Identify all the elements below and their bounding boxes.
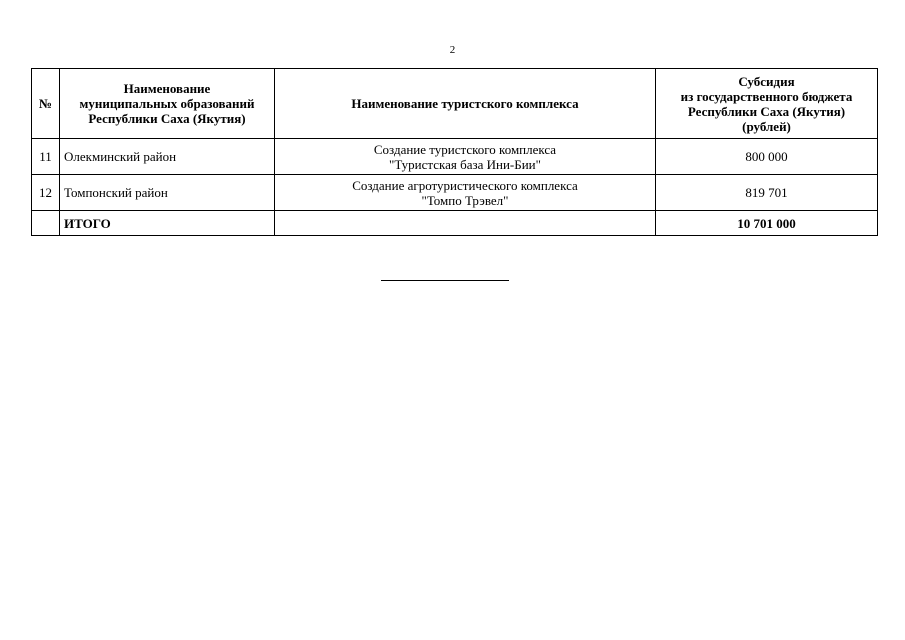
header-complex: Наименование туристского комплекса — [275, 69, 656, 139]
total-amount: 10 701 000 — [656, 211, 878, 236]
end-divider-line — [381, 280, 509, 281]
row-complex-line: "Туристская база Ини-Бии" — [389, 156, 541, 172]
header-subsidy-line: Субсидия — [738, 73, 795, 89]
row-municipality: Олекминский район — [60, 139, 275, 175]
total-complex-cell — [275, 211, 656, 236]
total-label: ИТОГО — [60, 211, 275, 236]
header-municipality — [60, 69, 275, 139]
total-row — [32, 211, 878, 236]
subsidy-table — [31, 68, 878, 236]
page-number: 2 — [449, 44, 456, 56]
table-row — [32, 175, 878, 211]
header-subsidy-line: (рублей) — [742, 118, 791, 134]
row-amount: 819 701 — [656, 175, 878, 211]
header-municipality-line: Наименование — [123, 81, 211, 96]
table-row — [32, 139, 878, 175]
row-complex — [275, 175, 656, 211]
header-municipality-line: муниципальных образований — [79, 96, 255, 111]
row-municipality: Томпонский район — [60, 175, 275, 211]
header-subsidy-line: из государственного бюджета — [680, 88, 853, 104]
row-number: 11 — [32, 139, 60, 175]
header-subsidy-line: Республики Саха (Якутия) — [687, 103, 846, 119]
row-complex-line: "Томпо Трэвел" — [421, 192, 509, 208]
row-amount: 800 000 — [656, 139, 878, 175]
row-complex-line: Создание агротуристического комплекса — [352, 177, 578, 193]
table-header-row — [32, 69, 878, 139]
row-number: 12 — [32, 175, 60, 211]
row-complex-line: Создание туристского комплекса — [373, 141, 557, 157]
row-complex — [275, 139, 656, 175]
total-number-cell — [32, 211, 60, 236]
header-municipality-line: Республики Саха (Якутия) — [88, 111, 246, 126]
header-subsidy — [656, 69, 878, 139]
header-number: № — [32, 69, 60, 139]
